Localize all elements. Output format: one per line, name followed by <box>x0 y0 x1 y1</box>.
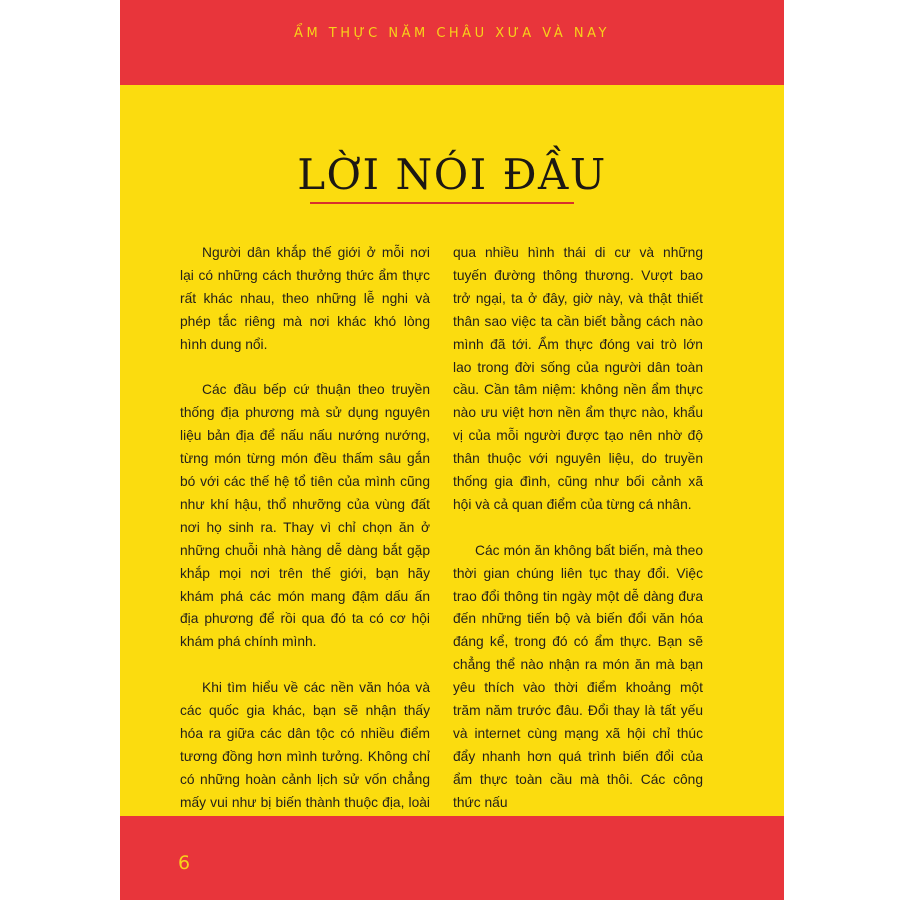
footer-band <box>120 816 784 900</box>
running-title: ẨM THỰC NĂM CHÂU XƯA VÀ NAY <box>294 26 610 41</box>
page-number: 6 <box>178 852 191 874</box>
text-column-left <box>180 242 430 860</box>
paragraph: Các đầu bếp cứ thuận theo truyền thống địa phương mà sử dụng nguyên liệu bản địa để nấu nấu nướng nướng, từng món từng món đều thấm sâu gắn bó với các thế hệ tổ tiên của mình cũng như khí hậu, thổ nhưỡng của vùng đất nơi họ sinh ra. Thay vì chỉ chọn ăn ở những chuỗi nhà hàng dễ dàng bắt gặp khắp mọi nơi trên thế giới, bạn hãy khám phá các món mang đậm dấu ấn địa phương để rồi qua đó ta có cơ hội khám phá chính mình. <box>180 382 430 650</box>
header-band <box>120 0 784 85</box>
text-column-right <box>453 242 703 838</box>
paragraph: Khi tìm hiểu về các nền văn hóa và các quốc gia khác, bạn sẽ nhận thấy hóa ra giữa các dân tộc có nhiều điểm tương đồng hơn mình tưởng. Không chỉ có những hoàn cảnh lịch sử vốn chẳng mấy vui như bị biến thành thuộc địa, loài <box>180 680 430 810</box>
paragraph: Người dân khắp thế giới ở mỗi nơi lại có những cách thưởng thức ẩm thực rất khác nhau, theo những lễ nghi và phép tắc riêng mà nơi khác khó lòng hình dung nổi. <box>180 245 430 352</box>
page-title: LỜI NÓI ĐẦU <box>297 150 607 199</box>
book-page <box>120 0 784 900</box>
paragraph: Các món ăn không bất biến, mà theo thời gian chúng liên tục thay đổi. Việc trao đổi thông tin ngày một dễ dàng đưa đến những tiến bộ và biến đổi văn hóa đáng kể, trong đó có ẩm thực. Bạn sẽ chẳng thể nào nhận ra món ăn mà bạn yêu thích vào thời điểm khoảng một trăm năm trước đâu. Đổi thay là tất yếu và internet cùng mạng xã hội chỉ thúc đẩy nhanh hơn quá trình biến đổi của ẩm thực toàn cầu mà thôi. Các công thức nấu <box>453 542 703 810</box>
paragraph-continued: qua nhiều hình thái di cư và những tuyến đường thông thương. Vượt bao trở ngại, ta ở đây, giờ này, và thật thiết thân sao việc ta cần biết bằng cách nào mình đã tới. Ẩm thực đóng vai trò lớn lao trong đời sống của người dân toàn cầu. Cần tâm niệm: không nền ẩm thực nào ưu việt hơn nền ẩm thực nào, khẩu vị của mỗi người được tạo nên nhờ độ thân thuộc với nguyên liệu, do truyền thống gia đình, cũng như bối cảnh xã hội và cả quan điểm của từng cá nhân. <box>453 245 703 512</box>
title-underline <box>310 202 574 204</box>
